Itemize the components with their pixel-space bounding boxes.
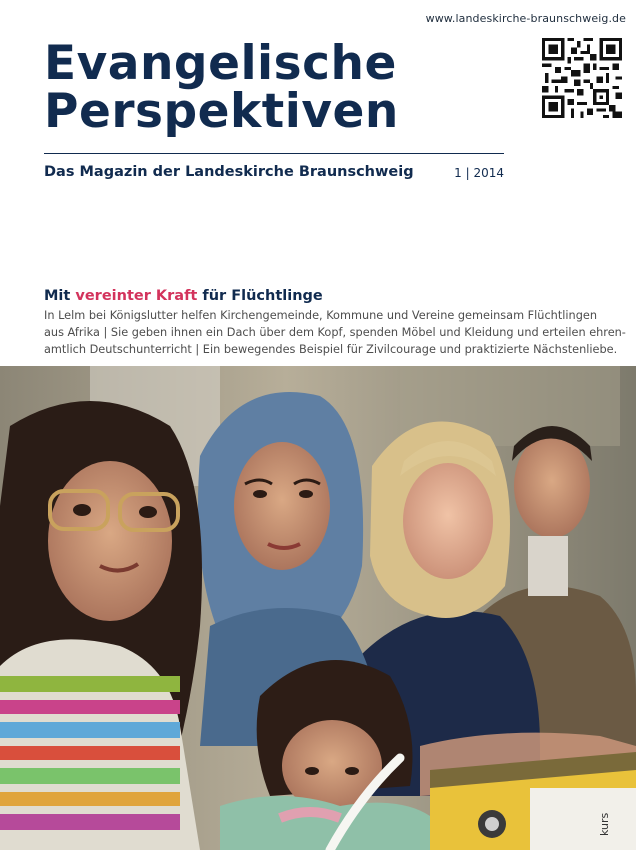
issue-number: 1 | 2014	[454, 166, 504, 180]
website-url: www.landeskirche-braunschweig.de	[425, 12, 626, 25]
article-headline	[44, 288, 323, 304]
headline-accent: vereinter Kraft	[75, 288, 198, 304]
title-line-2: Perspektiven	[44, 84, 399, 139]
teaser-line-2: aus Afrika | Sie geben ihnen ein Dach über dem Kopf, spenden Möbel und Kleidung und erteilen ehren-	[44, 326, 626, 339]
headline-pre: Mit	[44, 288, 76, 304]
girl-glasses-figure	[0, 401, 202, 850]
magazine-title	[44, 36, 399, 139]
title-line-1: Evangelische	[44, 36, 397, 91]
binder-label: kurs	[598, 812, 611, 836]
magazine-subtitle: Das Magazin der Landeskirche Braunschweig	[44, 164, 414, 180]
title-divider	[44, 153, 504, 154]
qr-code-icon	[542, 38, 622, 118]
cover-photo	[0, 366, 636, 850]
teaser-line-1: In Lelm bei Königslutter helfen Kirchengemeinde, Kommune und Vereine gemeinsam Flüchtlingen	[44, 309, 597, 322]
headline-post: für Flüchtlinge	[197, 288, 323, 304]
article-teaser	[44, 307, 626, 358]
teaser-line-3: amtlich Deutschunterricht | Ein bewegendes Beispiel für Zivilcourage und praktizierte Nächstenliebe.	[44, 343, 618, 356]
